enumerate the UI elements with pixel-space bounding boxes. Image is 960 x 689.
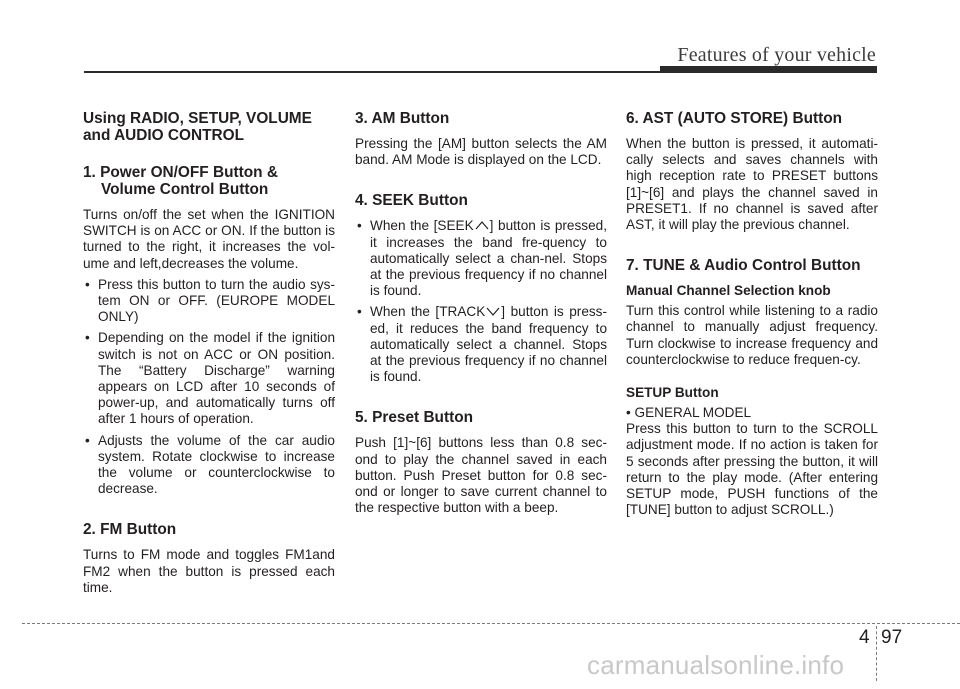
- section-5-heading: 5. Preset Button: [355, 409, 474, 427]
- section-2-heading: 2. FM Button: [83, 521, 177, 539]
- section-2-text: Turns to FM mode and toggles FM1and FM2 when the button is pressed each time.: [83, 547, 335, 595]
- section-1-heading: 1. Power ON/OFF Button & Volume Control Button: [83, 164, 278, 198]
- column-2: [355, 110, 607, 521]
- header-rule: [84, 71, 664, 73]
- list-item: [355, 304, 607, 385]
- setup-text: Press this button to turn to the SCROLL adjustment mode. If no action is taken for 5 seconds after pressing the button, it will return to the play mode. (After entering SETUP mode, PUSH functions of the [TUNE] button to adjust SCROLL.): [626, 421, 878, 518]
- section-1-text: Turns on/off the set when the IGNITION SWITCH is on ACC or ON. If the button is turned to the right, it increases the vol-ume and left,decreases the volume.: [83, 207, 335, 271]
- list-item: • Adjusts the volume of the car audio system. Rotate clockwise to increase the volume or counterclockwise to decrease.: [83, 433, 335, 498]
- section-1-bullets: [83, 277, 335, 498]
- section-4-bullets: [355, 218, 607, 385]
- section-6-text: When the button is pressed, it automati-cally selects and saves channels with high reception rate to PRESET buttons [1]~[6] and plays the channel saved in PRESET1. If no channel is saved after AST, it will play the previous channel.: [626, 136, 878, 233]
- column-1: [83, 110, 335, 601]
- header-rule-accent: [660, 66, 877, 73]
- main-heading: Using RADIO, SETUP, VOLUME and AUDIO CONTROL: [83, 110, 312, 144]
- page-number: 97: [881, 627, 903, 648]
- seek-text-post: ] button is pressed, it increases the band fre-quency to automatically select a chan-nel. Stops at the previous frequency if no channel is found.: [370, 218, 607, 299]
- section-6-heading: 6. AST (AUTO STORE) Button: [626, 110, 843, 127]
- watermark: carmanualsonline.info: [587, 650, 845, 680]
- section-7-subheading: Manual Channel Selection knob: [626, 283, 831, 299]
- page-number-separator: [876, 626, 878, 681]
- seek-text-pre: When the [SEEK: [370, 218, 474, 234]
- list-item: • Depending on the model if the ignition switch is not on ACC or ON position. The “Battery Discharge” warning appears on LCD after 10 seconds of power-up, and automatically turns off after 1 hours of operation.: [83, 330, 335, 427]
- section-3-heading: 3. AM Button: [355, 110, 450, 127]
- track-text-post: ] button is press-ed, it reduces the band frequency to automatically select a channel. Stops at the previous frequency if no channel is found.: [370, 304, 607, 385]
- header-title: Features of your vehicle: [677, 44, 876, 66]
- section-7-heading: 7. TUNE & Audio Control Button: [626, 257, 861, 275]
- track-text-pre: When the [TRACK: [370, 304, 486, 320]
- section-4-heading: 4. SEEK Button: [355, 192, 468, 210]
- setup-heading: SETUP Button: [626, 385, 719, 401]
- track-down-icon: [485, 305, 501, 317]
- section-5-text: Push [1]~[6] buttons less than 0.8 sec-ond to play the channel saved in each button. Push Preset button for 0.8 sec-ond or longer to save current channel to the respective button with a beep.: [355, 435, 607, 516]
- list-item: [355, 218, 607, 299]
- seek-up-icon: [474, 219, 490, 231]
- setup-bullet: • GENERAL MODEL: [626, 405, 752, 421]
- footer-rule: [22, 623, 960, 624]
- section-7-text: Turn this control while listening to a radio channel to manually adjust frequency. Turn clockwise to increase frequency and counterclockwise to reduce frequen-cy.: [626, 303, 878, 367]
- list-item: • Press this button to turn the audio sys-tem ON or OFF. (EUROPE MODEL ONLY): [83, 277, 335, 326]
- chapter-number: 4: [859, 627, 870, 648]
- section-3-text: Pressing the [AM] button selects the AM band. AM Mode is displayed on the LCD.: [355, 136, 607, 168]
- column-3: [626, 110, 878, 523]
